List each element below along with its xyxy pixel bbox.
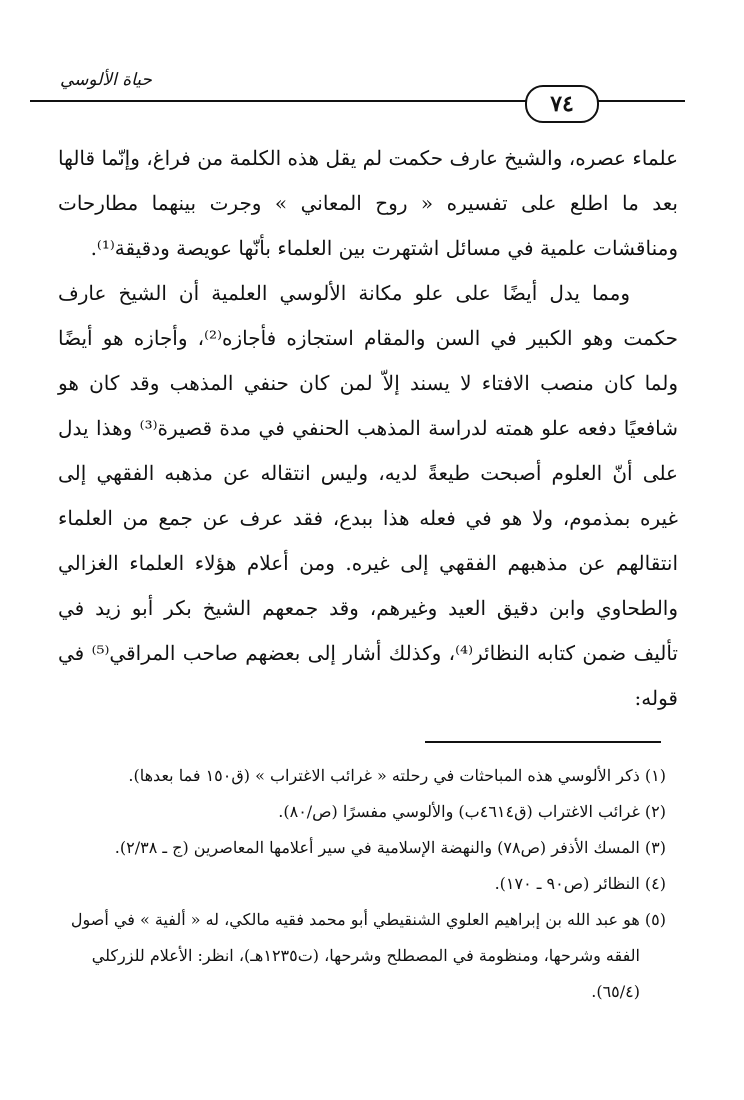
footnote-1: (١) ذكر الألوسي هذه المباحثات في رحلته « غرائب الاغتراب » (ق١٥٠ فما بعدها). <box>128 766 666 785</box>
footnote-5-continued: الفقه وشرحها، ومنظومة في المصطلح وشرحها، (ت١٢٣٥هـ)، انظر: الأعلام للزركلي <box>91 946 640 965</box>
paragraph-1: علماء عصره، والشيخ عارف حكمت لم يقل هذه الكلمة من فراغ، وإنّما قالها بعد ما اطلع على تفسيره « روح المعاني » وجرت بينهما مطارحات ومناقشات علمية في مسائل اشتهرت بين العلماء بأنّها عويصة ودقيقة⁽¹⁾. <box>58 146 678 260</box>
paragraph-2: ومما يدل أيضًا على علو مكانة الألوسي العلمية أن الشيخ عارف حكمت وهو الكبير في السن والمقام استجازه فأجازه⁽²⁾، وأجازه هو أيضًا ولما كان منصب الافتاء لا يسند إلاّ لمن كان حنفي المذهب وقد كان هو شافعيًا دفعه علو همته لدراسة المذهب الحنفي في مدة قصيرة⁽³⁾ وهذا يدل على أنّ العلوم أصبحت طيعةً لديه، وليس انتقاله عن مذهبه الفقهي إلى غيره بمذموم، ولا هو في فعله هذا ببدع، فقد عرف عن جمع من العلماء انتقالهم عن مذهبهم الفقهي إلى غيره. ومن أعلام هؤلاء العلماء الغزالي والطحاوي وابن دقيق العيد وغيرهم، وقد جمعهم الشيخ بكر أبو زيد في تأليف ضمن كتابه النظائر⁽⁴⁾، وكذلك أشار إلى بعضهم صاحب المراقي⁽⁵⁾ في قوله: <box>58 281 679 710</box>
footnote-3: (٣) المسك الأذفر (ص٧٨) والنهضة الإسلامية في سير أعلامها المعاصرين (ج ـ ٢/٣٨). <box>114 838 666 857</box>
page-number: ٧٤ <box>550 91 574 117</box>
footnotes <box>58 758 666 1010</box>
page-number-badge <box>525 85 599 123</box>
footnote-5-end: (٦٥/٤). <box>591 982 640 1001</box>
footnote-4: (٤) النظائر (ص٩٠ ـ ١٧٠). <box>494 874 666 893</box>
main-text <box>58 136 678 721</box>
footnote-2: (٢) غرائب الاغتراب (ق٤٦١٤ب) والألوسي مفسرًا (ص/٨٠). <box>278 802 666 821</box>
running-title: حياة الألوسي <box>60 70 152 90</box>
footnote-5: (٥) هو عبد الله بن إبراهيم العلوي الشنقيطي أبو محمد فقيه مالكي، له « ألفية » في أصول <box>70 910 666 929</box>
footnote-separator <box>425 741 661 743</box>
